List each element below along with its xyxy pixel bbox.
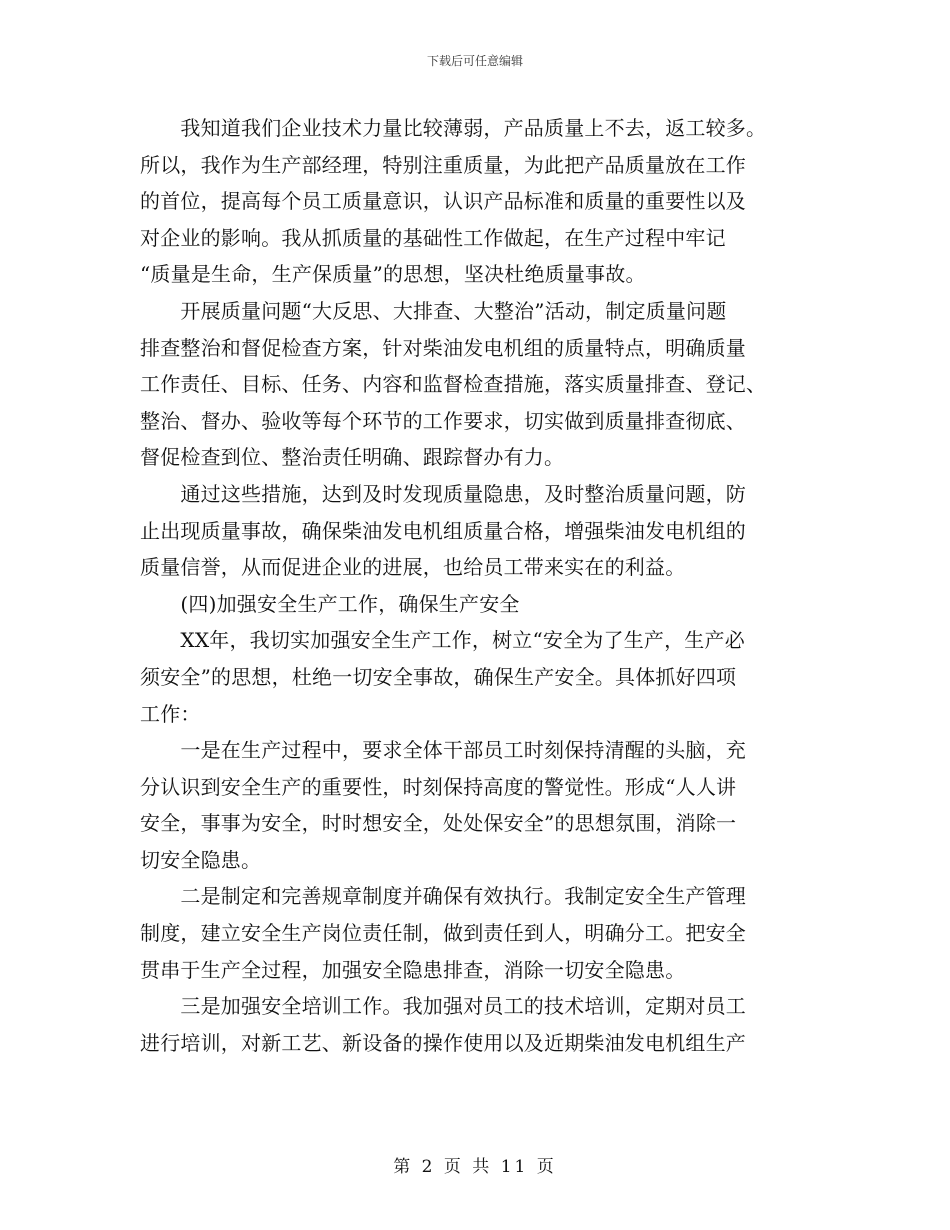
text-line: 的首位，提高每个员工质量意识，认识产品标准和质量的重要性以及	[140, 189, 746, 214]
text-line: 止出现质量事故，确保柴油发电机组质量合格，增强柴油发电机组的	[140, 518, 746, 543]
text-line: 工作：	[140, 701, 201, 726]
text-line: 开展质量问题“大反思、大排查、大整治”活动，制定质量问题	[140, 298, 727, 323]
text-line: 整治、督办、验收等每个环节的工作要求，切实做到质量排查彻底、	[140, 408, 746, 433]
text-line: 切安全隐患。	[140, 847, 262, 872]
page-header: 下载后可任意编辑	[426, 54, 523, 68]
text-line: 所以，我作为生产部经理，特别注重质量，为此把产品质量放在工作	[140, 152, 746, 177]
text-line: 二是制定和完善规章制度并确保有效执行。我制定安全生产管理	[140, 884, 746, 909]
text-line: (四)加强安全生产工作，确保生产安全	[140, 591, 520, 616]
page-footer: 第 2 页 共 11 页	[393, 1157, 557, 1177]
text-line: 安全，事事为安全，时时想安全，处处保安全”的思想氛围，消除一	[140, 811, 737, 836]
text-line: 质量信誉，从而促进企业的进展，也给员工带来实在的利益。	[140, 555, 686, 580]
text-line: 通过这些措施，达到及时发现质量隐患，及时整治质量问题，防	[140, 481, 746, 506]
text-line: 进行培训，对新工艺、新设备的操作使用以及近期柴油发电机组生产	[140, 1030, 746, 1055]
text-line: 须安全”的思想，杜绝一切安全事故，确保生产安全。具体抓好四项	[140, 664, 737, 689]
document-body	[140, 110, 810, 1061]
text-line: 制度，建立安全生产岗位责任制，做到责任到人，明确分工。把安全	[140, 921, 746, 946]
text-line: 工作责任、目标、任务、内容和监督检查措施，落实质量排查、登记、	[140, 372, 767, 397]
text-line: 贯串于生产全过程，加强安全隐患排查，消除一切安全隐患。	[140, 957, 686, 982]
text-line: 排查整治和督促检查方案，针对柴油发电机组的质量特点，明确质量	[140, 335, 746, 360]
text-line: 督促检查到位、整治责任明确、跟踪督办有力。	[140, 445, 565, 470]
text-line: “质量是生命，生产保质量”的思想，坚决杜绝质量事故。	[140, 262, 646, 287]
text-line: 对企业的影响。我从抓质量的基础性工作做起，在生产过程中牢记	[140, 225, 726, 250]
text-line: XX年，我切实加强安全生产工作，树立“安全为了生产，生产必	[140, 628, 745, 653]
text-line: 三是加强安全培训工作。我加强对员工的技术培训，定期对员工	[140, 994, 746, 1019]
text-line: 分认识到安全生产的重要性，时刻保持高度的警觉性。形成“人人讲	[140, 774, 737, 799]
text-line: 我知道我们企业技术力量比较薄弱，产品质量上不去，返工较多。	[140, 116, 767, 140]
text-line: 一是在生产过程中，要求全体干部员工时刻保持清醒的头脑，充	[140, 738, 746, 763]
